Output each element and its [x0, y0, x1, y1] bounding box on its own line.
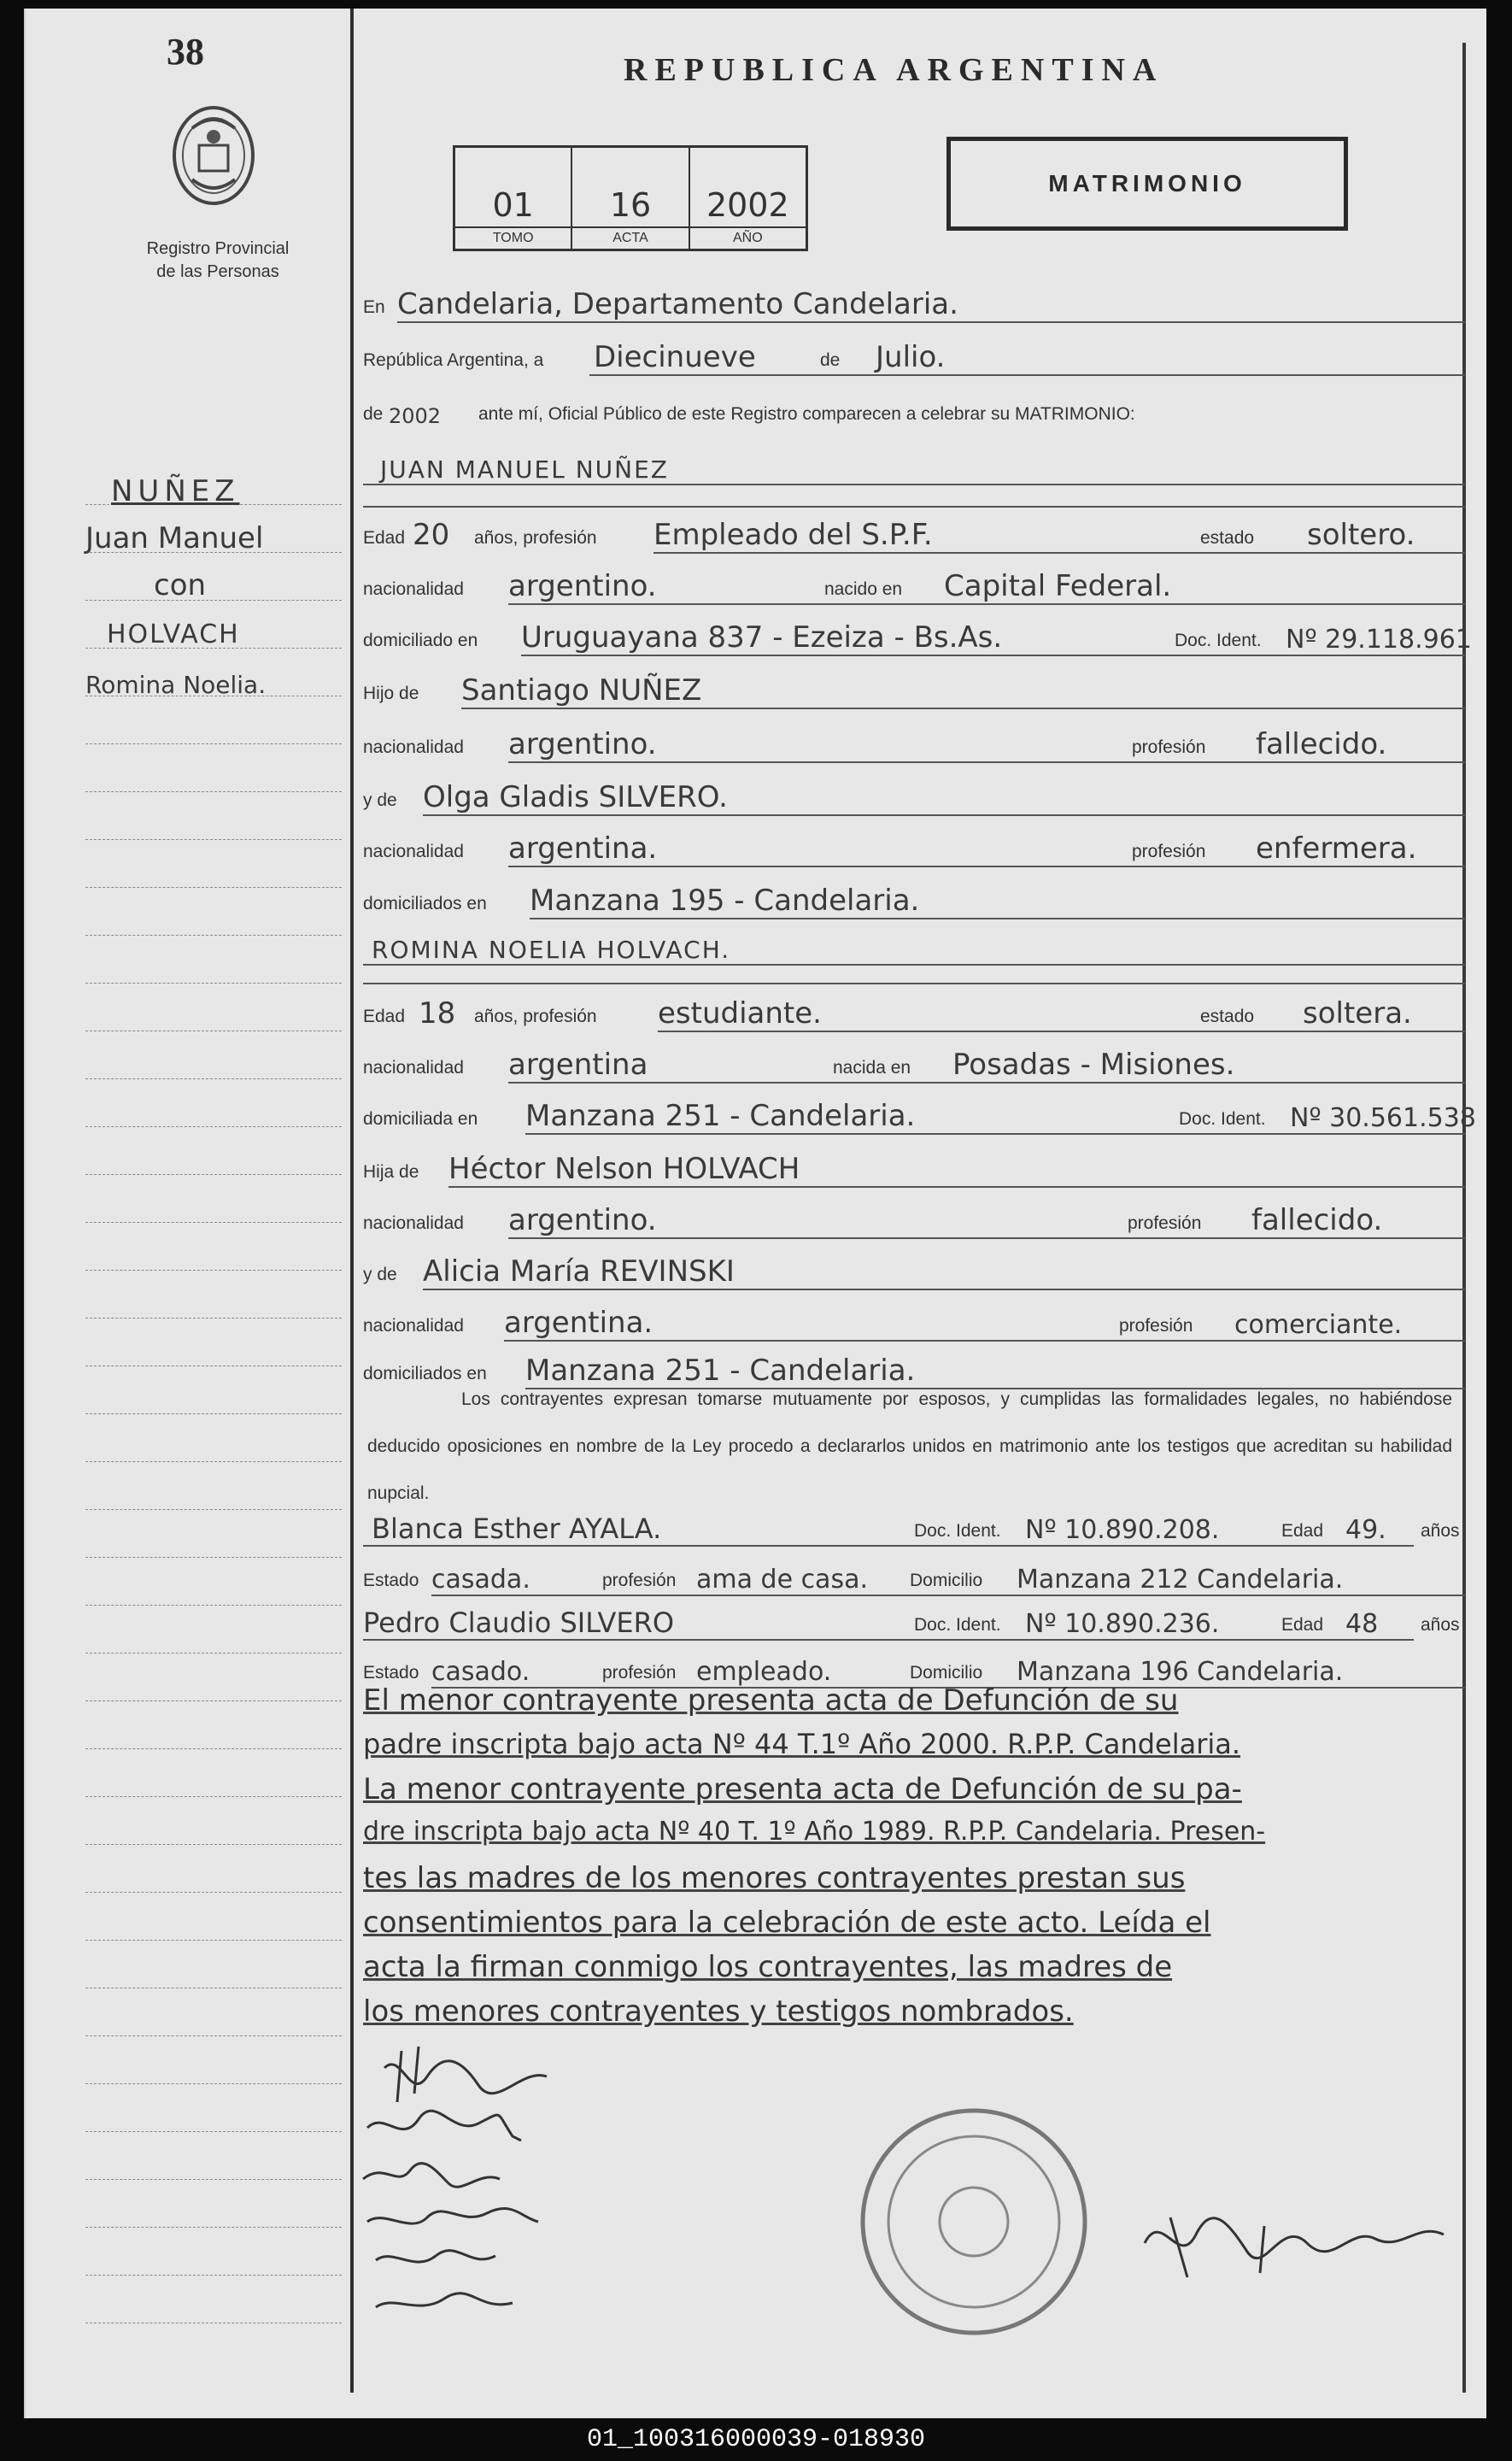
witness-1-details-row	[363, 1555, 1465, 1603]
bride-name: ROMINA NOELIA HOLVACH.	[372, 936, 731, 964]
bride-age-row	[363, 991, 1465, 1039]
witness-name: Blanca Esther AYALA.	[372, 1512, 662, 1545]
bride-mother-nationality: argentina.	[504, 1306, 653, 1340]
republica-label: República Argentina, a	[363, 350, 544, 370]
profesion-label: profesión	[602, 1571, 677, 1590]
groom-doc: Nº 29.118.961	[1286, 625, 1472, 655]
ano-cell	[690, 148, 806, 249]
domicilio-label: domiciliada en	[363, 1109, 478, 1129]
margin-rule-line	[85, 1126, 342, 1127]
margin-given-names: Juan Manuel	[85, 521, 264, 555]
doc-label: Doc. Ident.	[914, 1615, 1001, 1635]
bride-estado: soltera.	[1303, 996, 1412, 1031]
witness-name: Pedro Claudio SILVERO	[363, 1606, 675, 1639]
groom-nationality: argentino.	[508, 569, 657, 603]
year-value: 2002	[389, 404, 442, 428]
margin-rule-line	[85, 1557, 342, 1558]
ano-value: 2002	[706, 186, 789, 224]
hijo-label: Hijo de	[363, 684, 419, 703]
bride-address-row	[363, 1094, 1476, 1142]
witness-profession: ama de casa.	[696, 1565, 868, 1595]
doc-label: Doc. Ident.	[914, 1521, 1001, 1541]
witness-age: 48	[1345, 1609, 1379, 1639]
margin-divider	[350, 9, 354, 2393]
intro-place-row	[363, 282, 1465, 330]
doc-label: Doc. Ident.	[1175, 631, 1262, 650]
bride-father-profession: fallecido.	[1251, 1203, 1383, 1237]
nacido-label: nacido en	[824, 579, 903, 599]
witness-age: 49.	[1345, 1515, 1386, 1545]
groom-name-row	[363, 444, 1465, 492]
registry-label-line: Registro Provincial	[146, 239, 290, 258]
margin-rule-line	[85, 1509, 342, 1510]
bride-parents-address: Manzana 251 - Candelaria.	[525, 1354, 916, 1388]
domicilio-label: domiciliado en	[363, 631, 478, 650]
margin-rule-line	[85, 1940, 342, 1941]
nacionalidad-label: nacionalidad	[363, 1058, 464, 1078]
tomo-value: 01	[492, 186, 534, 224]
nacida-label: nacida en	[833, 1058, 911, 1078]
tomo-label: TOMO	[455, 226, 571, 249]
domicilio-label: Domicilio	[910, 1571, 983, 1590]
month-value: Julio.	[876, 340, 946, 374]
page-number: 38	[167, 31, 204, 73]
day-value: Diecinueve	[594, 340, 756, 374]
en-label: En	[363, 297, 385, 317]
margin-rule-line	[85, 2227, 342, 2228]
witness-profession: empleado.	[696, 1657, 832, 1687]
margin-rule-line	[85, 2083, 342, 2084]
edad-label: Edad	[363, 528, 406, 548]
groom-nationality-row	[363, 564, 1465, 612]
nacionalidad-label: nacionalidad	[363, 737, 464, 757]
note-line: dre inscripta bajo acta Nº 40 T. 1º Año 1989. R.P.P. Candelaria. Presen-	[363, 1817, 1266, 1847]
hija-label: Hija de	[363, 1162, 419, 1182]
margin-rule-line	[85, 2035, 342, 2036]
country-heading: REPUBLICA ARGENTINA	[624, 52, 1164, 88]
bride-age: 18	[419, 996, 456, 1031]
bride-doc: Nº 30.561.538	[1290, 1103, 1476, 1133]
domicilio-label: Domicilio	[910, 1663, 983, 1683]
doc-label: Doc. Ident.	[1179, 1109, 1266, 1129]
margin-rule-line	[85, 1748, 342, 1749]
estado-label: estado	[1200, 1007, 1255, 1026]
bride-father-nat-row	[363, 1198, 1465, 1246]
bride-name-row	[363, 925, 1465, 972]
estado-label: Estado	[363, 1571, 419, 1590]
groom-parents-address-row	[363, 878, 1465, 926]
groom-estado: soltero.	[1307, 518, 1415, 552]
yde-label: y de	[363, 790, 397, 810]
margin-rule-line	[85, 935, 342, 936]
bride-father-row	[363, 1147, 1465, 1195]
witness-address: Manzana 196 Candelaria.	[1017, 1657, 1344, 1687]
nacionalidad-label: nacionalidad	[363, 579, 464, 599]
note-line: La menor contrayente presenta acta de Defunción de su pa-	[363, 1772, 1242, 1806]
note-line: El menor contrayente presenta acta de Defunción de su	[363, 1683, 1179, 1718]
edad-label: Edad	[363, 1007, 406, 1026]
ano-label: AÑO	[690, 226, 806, 249]
margin-rule-line	[85, 1844, 342, 1845]
declaration-text: Los contrayentes expresan tomarse mutuamente por esposos, y cumplidas las formalidades legales, no habiéndose deducido oposiciones en nombre de la Ley procedo a declararlos unidos en matrimonio ante los testigos que acreditan su habilidad nupcial.	[367, 1389, 1452, 1503]
estado-label: Estado	[363, 1663, 419, 1683]
domiciliados-label: domiciliados en	[363, 1364, 487, 1383]
margin-rule-line	[85, 1318, 342, 1319]
witness-1-row	[363, 1506, 1465, 1554]
groom-mother-nationality: argentina.	[508, 831, 658, 866]
margin-rule-line	[85, 1461, 342, 1462]
bride-father-nationality: argentino.	[508, 1203, 657, 1237]
tomo-cell	[455, 148, 572, 249]
nacionalidad-label: nacionalidad	[363, 1316, 464, 1336]
groom-mother-nat-row	[363, 826, 1465, 874]
groom-profession: Empleado del S.P.F.	[653, 518, 933, 552]
margin-rule-line	[85, 887, 342, 888]
profesion-label: profesión	[602, 1663, 677, 1683]
acta-cell	[572, 148, 689, 249]
groom-address-row	[363, 615, 1472, 663]
margin-given-names: Romina Noelia.	[85, 671, 267, 699]
official-stamp-icon	[846, 2094, 1102, 2350]
margin-rule-line	[85, 1413, 342, 1414]
acta-value: 16	[609, 186, 652, 224]
groom-father-row	[363, 668, 1465, 716]
margin-con: con	[154, 568, 207, 602]
note-line: tes las madres de los menores contrayentes prestan sus	[363, 1861, 1186, 1895]
groom-address: Uruguayana 837 - Ezeiza - Bs.As.	[521, 620, 1003, 655]
domiciliados-label: domiciliados en	[363, 894, 487, 913]
registry-label	[120, 238, 316, 284]
bride-birthplace: Posadas - Misiones.	[952, 1048, 1235, 1082]
margin-rule-line	[85, 1700, 342, 1701]
margin-rule-line	[85, 1222, 342, 1223]
groom-mother-row	[363, 775, 1465, 823]
bride-mother-profession: comerciante.	[1234, 1310, 1403, 1340]
profesion-label: años, profesión	[474, 1007, 597, 1026]
intro-year-row: de 2002 ante mí, Oficial Público de este Registro comparecen a celebrar su MATRIMONIO:	[363, 404, 1135, 428]
edad-label: Edad	[1281, 1521, 1324, 1541]
profesion-label: profesión	[1128, 1213, 1202, 1233]
groom-mother-profession: enfermera.	[1256, 831, 1417, 866]
bride-father: Héctor Nelson HOLVACH	[448, 1152, 800, 1186]
note-line: los menores contrayentes y testigos nombrados.	[363, 1994, 1074, 2029]
margin-rule-line	[85, 2275, 342, 2276]
margin-rule-line	[85, 1796, 342, 1797]
margin-rule-line	[85, 1605, 342, 1606]
margin-rule-line	[85, 2179, 342, 2180]
groom-father: Santiago NUÑEZ	[461, 673, 702, 708]
margin-surname: HOLVACH	[107, 620, 240, 649]
margin-rule-line	[85, 2131, 342, 2132]
groom-mother: Olga Gladis SILVERO.	[423, 780, 728, 814]
witness-doc: Nº 10.890.236.	[1025, 1609, 1220, 1639]
acta-label: ACTA	[572, 226, 688, 249]
profesion-label: profesión	[1132, 842, 1206, 861]
registry-label-line: de las Personas	[156, 262, 279, 281]
document-id: 01_100316000039-018930	[586, 2425, 926, 2454]
place-value: Candelaria, Departamento Candelaria.	[397, 287, 958, 321]
edad-label: Edad	[1281, 1615, 1324, 1635]
witness-doc: Nº 10.890.208.	[1025, 1515, 1220, 1545]
groom-father-nationality: argentino.	[508, 727, 657, 761]
record-reference-box	[453, 145, 808, 251]
witness-estado: casada.	[431, 1565, 530, 1595]
register-page	[24, 9, 1486, 2418]
bride-nationality-row	[363, 1043, 1465, 1090]
de-label: de	[820, 350, 841, 370]
groom-birthplace: Capital Federal.	[944, 569, 1172, 603]
coat-of-arms-icon	[167, 94, 261, 214]
margin-surname: NUÑEZ	[111, 474, 240, 508]
groom-father-profession: fallecido.	[1256, 727, 1387, 761]
witness-2-row	[363, 1600, 1465, 1648]
bride-profession: estudiante.	[658, 996, 822, 1031]
document-type: MATRIMONIO	[946, 137, 1348, 231]
groom-father-nat-row	[363, 722, 1465, 770]
nacionalidad-label: nacionalidad	[363, 1213, 464, 1233]
anos-label: años	[1421, 1615, 1460, 1635]
witness-address: Manzana 212 Candelaria.	[1017, 1565, 1344, 1595]
margin-rule-line	[85, 1078, 342, 1079]
bride-mother: Alicia María REVINSKI	[423, 1254, 735, 1289]
intro-tail: ante mí, Oficial Público de este Registro comparecen a celebrar su MATRIMONIO:	[478, 404, 1135, 424]
profesion-label: profesión	[1119, 1316, 1193, 1336]
margin-rule-line	[85, 1174, 342, 1175]
anos-label: años	[1421, 1521, 1460, 1541]
bride-nationality: argentina	[508, 1048, 648, 1082]
note-line: padre inscripta bajo acta Nº 44 T.1º Año 2000. R.P.P. Candelaria.	[363, 1728, 1241, 1760]
margin-rule-line	[85, 791, 342, 792]
officer-signature	[1136, 2192, 1452, 2294]
bride-address: Manzana 251 - Candelaria.	[525, 1099, 916, 1133]
witness-estado: casado.	[431, 1657, 530, 1687]
bride-mother-nat-row	[363, 1301, 1465, 1348]
intro-date-row	[363, 335, 1465, 383]
margin-rule-line	[85, 1892, 342, 1893]
groom-name: JUAN MANUEL NUÑEZ	[380, 455, 669, 484]
profesion-label: años, profesión	[474, 528, 597, 548]
note-line: acta la firman conmigo los contrayentes, las madres de	[363, 1950, 1173, 1984]
groom-age-row	[363, 513, 1465, 561]
bride-mother-row	[363, 1249, 1465, 1297]
nacionalidad-label: nacionalidad	[363, 842, 464, 861]
margin-rule-line	[85, 839, 342, 840]
signatures-block	[350, 2042, 624, 2350]
margin-rule-line	[85, 983, 342, 984]
profesion-label: profesión	[1132, 737, 1206, 757]
groom-age: 20	[413, 518, 450, 552]
note-line: consentimientos para la celebración de este acto. Leída el	[363, 1906, 1211, 1940]
yde-label: y de	[363, 1265, 397, 1284]
estado-label: estado	[1200, 528, 1255, 548]
margin-rule-line	[85, 743, 342, 744]
groom-parents-address: Manzana 195 - Candelaria.	[530, 884, 920, 918]
margin-rule-line	[85, 1270, 342, 1271]
